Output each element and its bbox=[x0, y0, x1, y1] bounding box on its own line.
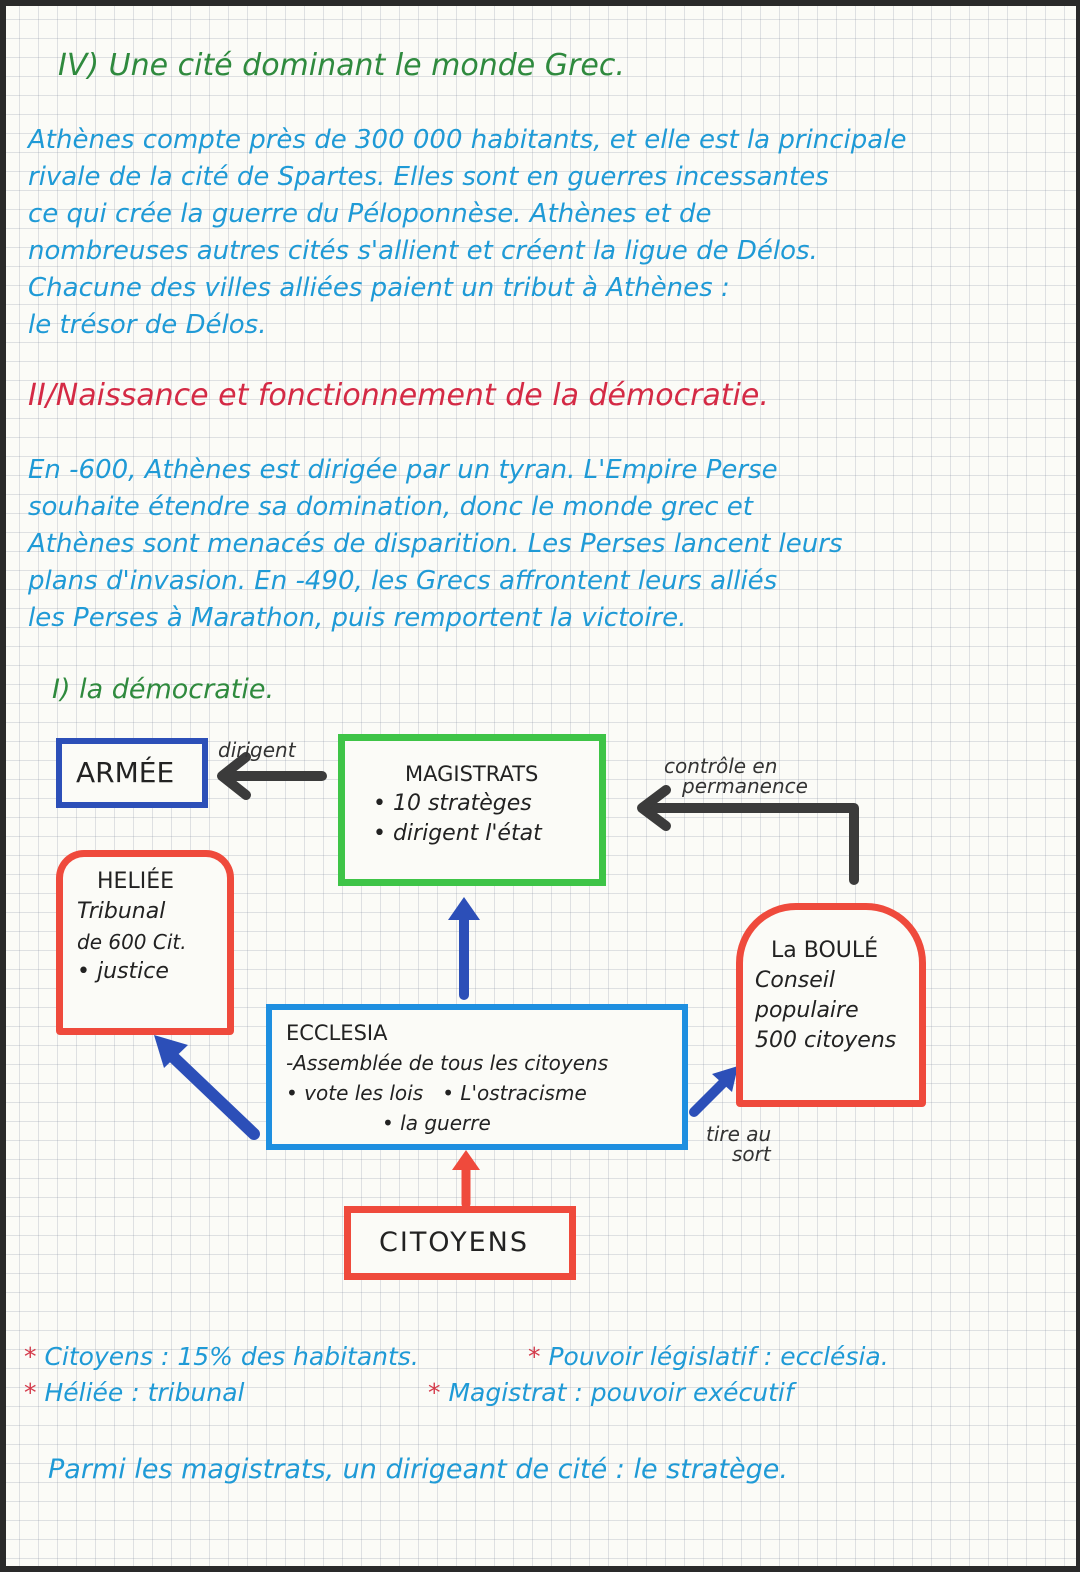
label-controle bbox=[664, 756, 808, 796]
label-tire-au-sort bbox=[706, 1124, 771, 1164]
arrow-ecclesia-to-boule bbox=[694, 1082, 724, 1112]
section1-line: le trésor de Délos. bbox=[28, 310, 267, 340]
magistrats-line: • dirigent l'état bbox=[373, 821, 542, 846]
note-magistrat bbox=[428, 1378, 794, 1407]
note-text: Héliée : tribunal bbox=[44, 1378, 245, 1407]
note-text: Pouvoir législatif : ecclésia. bbox=[548, 1342, 889, 1371]
note-pouvoir-legislatif bbox=[528, 1342, 889, 1371]
note-text: Magistrat : pouvoir exécutif bbox=[448, 1378, 794, 1407]
note-heliee bbox=[24, 1378, 244, 1407]
section1-line: Athènes compte près de 300 000 habitants, et elle est la principale bbox=[28, 125, 907, 155]
boule-title: La BOULÉ bbox=[771, 938, 879, 963]
ecclesia-line: • vote les lois • L'ostracisme bbox=[286, 1081, 587, 1105]
star-icon: * bbox=[24, 1378, 37, 1407]
label-tire-line: sort bbox=[732, 1142, 771, 1166]
boule-box bbox=[736, 903, 926, 1107]
armee-box bbox=[56, 738, 208, 808]
section1-line: rivale de la cité de Spartes. Elles sont en guerres incessantes bbox=[28, 162, 829, 192]
diagram-heading: I) la démocratie. bbox=[52, 674, 275, 705]
section1-line: Chacune des villes alliées paient un tribut à Athènes : bbox=[28, 273, 730, 303]
section2-line: En -600, Athènes est dirigée par un tyran. L'Empire Perse bbox=[28, 455, 778, 485]
arrowhead bbox=[448, 897, 480, 920]
magistrats-title: MAGISTRATS bbox=[405, 762, 539, 786]
note-text: Citoyens : 15% des habitants. bbox=[44, 1342, 419, 1371]
conclusion: Parmi les magistrats, un dirigeant de cité : le stratège. bbox=[48, 1454, 788, 1485]
star-icon: * bbox=[528, 1342, 541, 1371]
section1-heading: IV) Une cité dominant le monde Grec. bbox=[58, 48, 625, 83]
label-dirigent: dirigent bbox=[218, 738, 296, 762]
note-citoyens bbox=[24, 1342, 419, 1371]
magistrats-box bbox=[338, 734, 606, 886]
ecclesia-box bbox=[266, 1004, 688, 1150]
section2-heading: II/Naissance et fonctionnement de la démocratie. bbox=[28, 378, 769, 413]
ecclesia-line: -Assemblée de tous les citoyens bbox=[286, 1051, 609, 1075]
boule-line: Conseil bbox=[755, 968, 835, 993]
section2-line: plans d'invasion. En -490, les Grecs affrontent leurs alliés bbox=[28, 566, 778, 596]
heliee-box bbox=[56, 850, 234, 1035]
label-controle-line: permanence bbox=[682, 774, 808, 798]
label-controle-line: contrôle en bbox=[664, 754, 778, 778]
citoyens-box bbox=[344, 1206, 576, 1280]
boule-line: populaire bbox=[755, 998, 859, 1023]
heliee-line: Tribunal bbox=[77, 899, 166, 924]
ecclesia-title: ECCLESIA bbox=[286, 1021, 388, 1045]
ecclesia-line: • la guerre bbox=[382, 1111, 491, 1135]
arrowhead bbox=[452, 1150, 480, 1170]
magistrats-line: • 10 stratèges bbox=[373, 791, 532, 816]
section1-line: ce qui crée la guerre du Péloponnèse. Athènes et de bbox=[28, 199, 712, 229]
arrow-boule-to-magistrats bbox=[642, 790, 854, 880]
section1-line: nombreuses autres cités s'allient et créent la ligue de Délos. bbox=[28, 236, 818, 266]
heliee-title: HELIÉE bbox=[97, 869, 174, 894]
arrow-magistrats-to-armee bbox=[222, 757, 322, 795]
star-icon: * bbox=[24, 1342, 37, 1371]
label-tire-line: tire au bbox=[706, 1122, 772, 1146]
heliee-line: • justice bbox=[77, 959, 169, 984]
armee-label: ARMÉE bbox=[76, 756, 175, 789]
citoyens-label: CITOYENS bbox=[379, 1227, 529, 1258]
heliee-line: de 600 Cit. bbox=[77, 930, 187, 954]
arrow-ecclesia-to-heliee bbox=[170, 1054, 254, 1134]
section2-line: Athènes sont menacés de disparition. Les Perses lancent leurs bbox=[28, 529, 843, 559]
section2-line: les Perses à Marathon, puis remportent la victoire. bbox=[28, 603, 687, 633]
section2-line: souhaite étendre sa domination, donc le monde grec et bbox=[28, 492, 753, 522]
star-icon: * bbox=[428, 1378, 441, 1407]
boule-line: 500 citoyens bbox=[755, 1028, 897, 1053]
